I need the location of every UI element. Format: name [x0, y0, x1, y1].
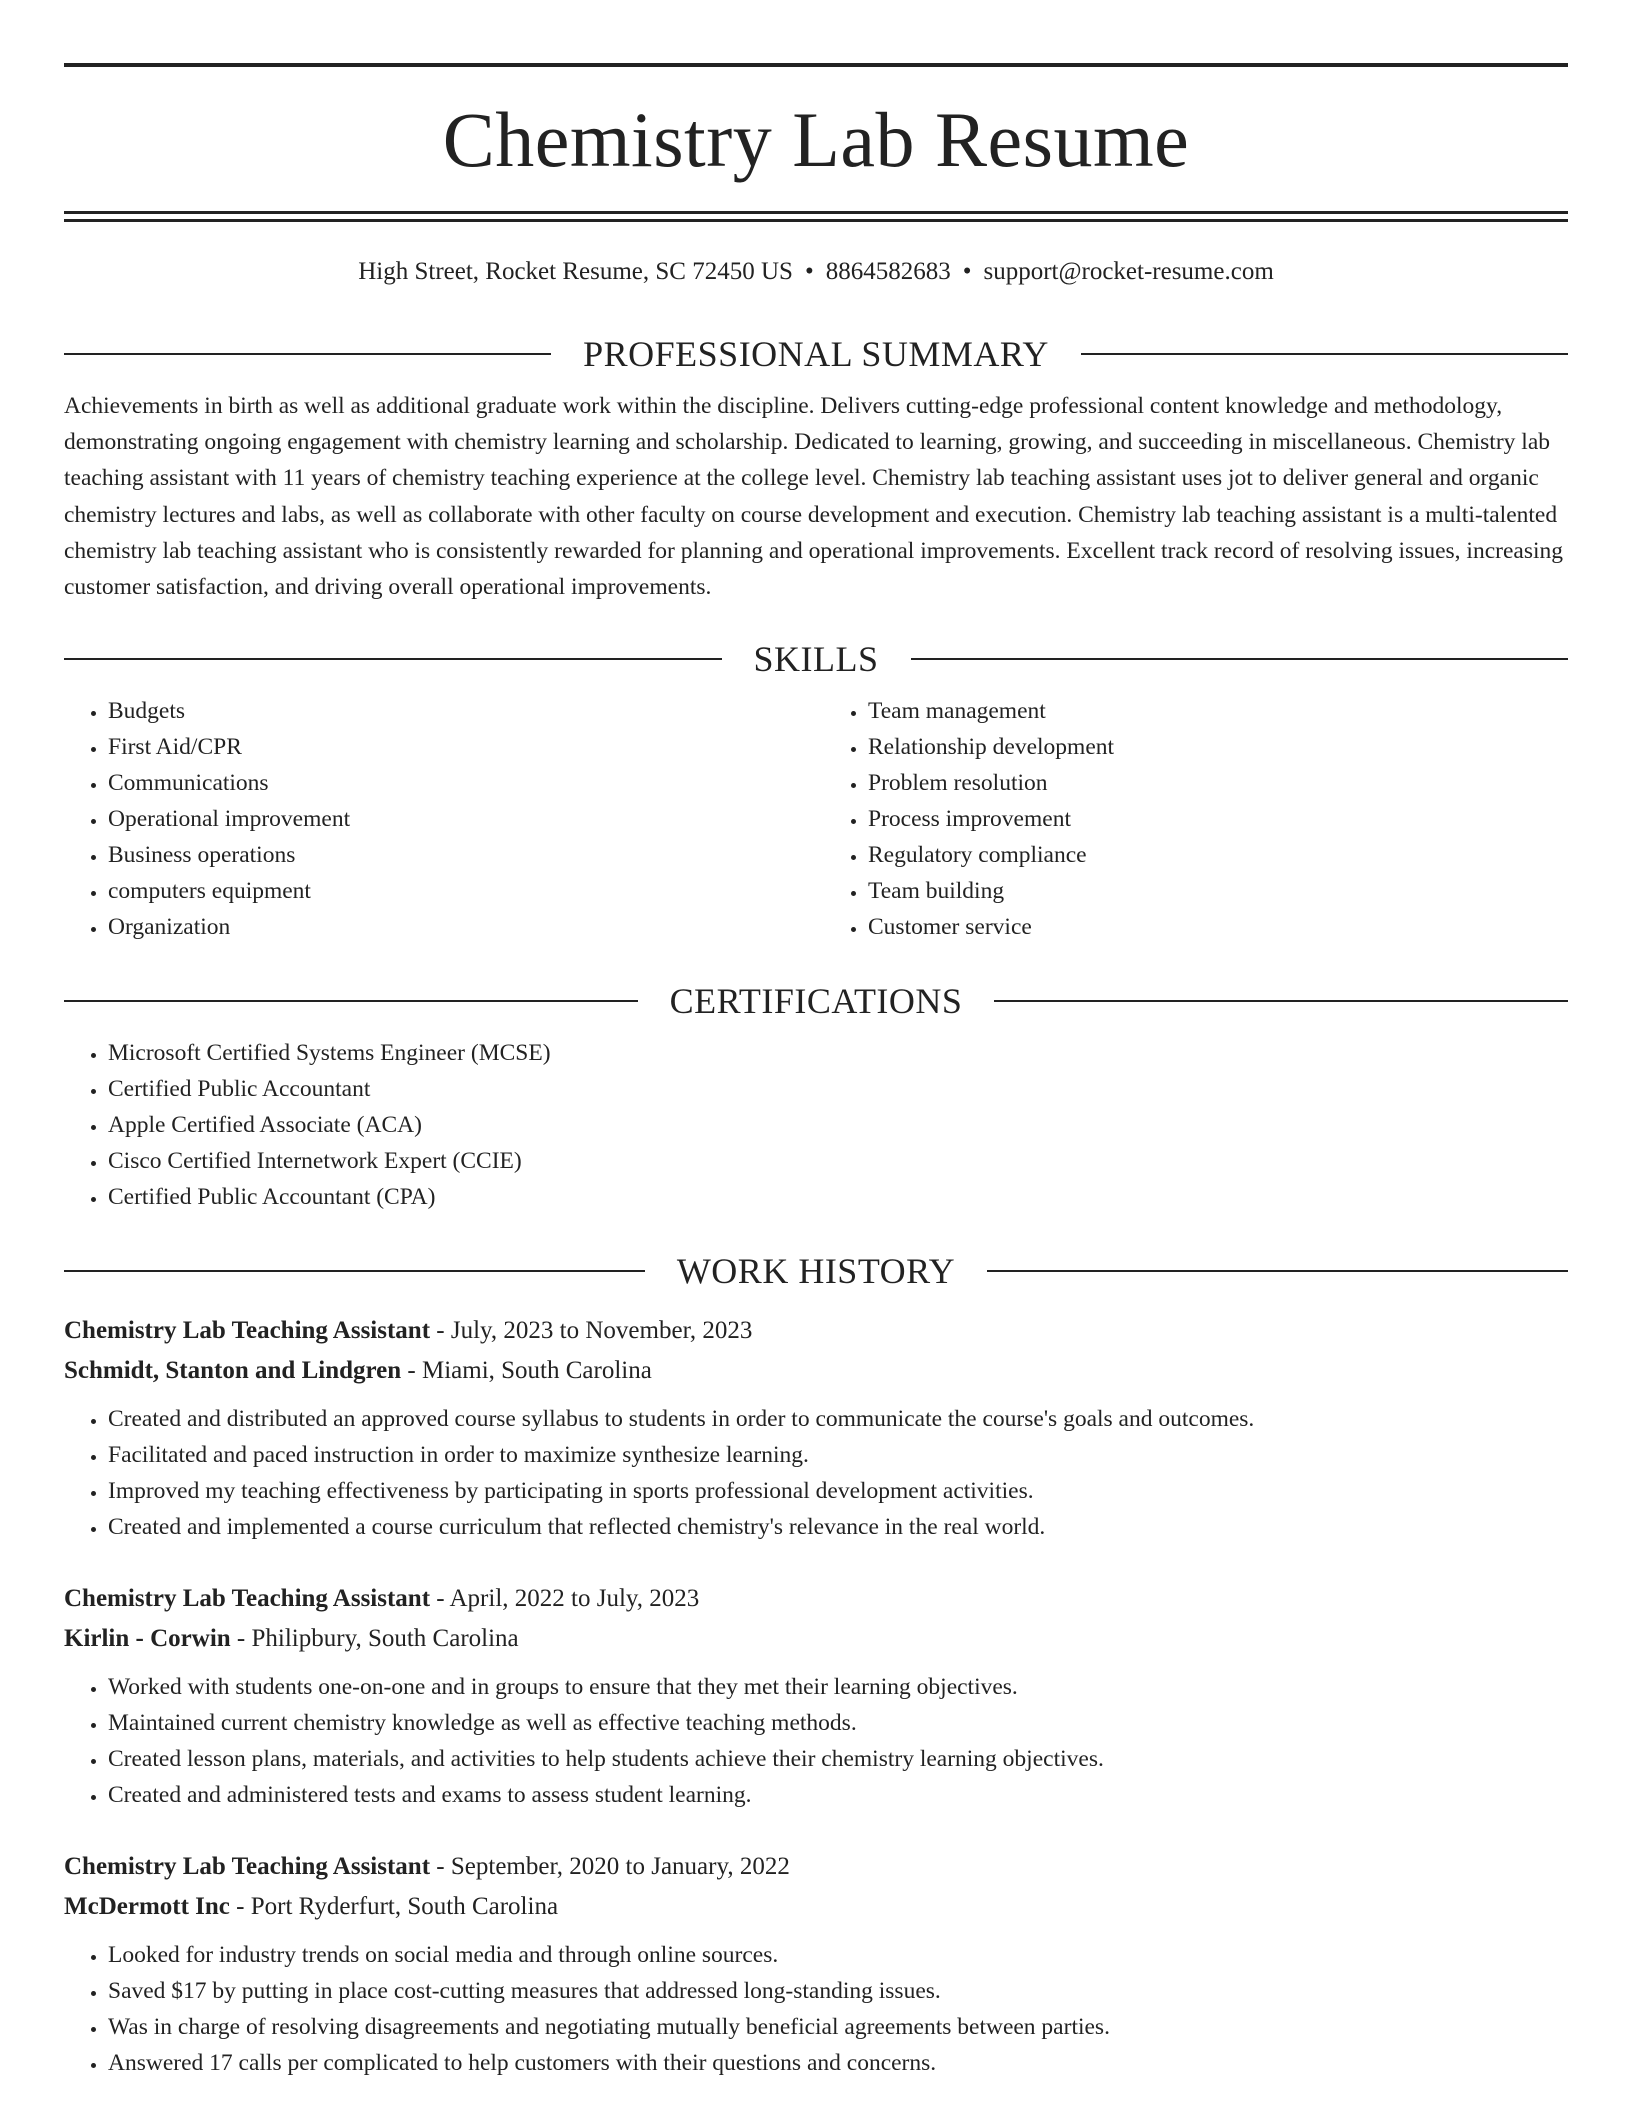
heading-rule-left — [64, 658, 722, 660]
job-title-line: Chemistry Lab Teaching Assistant - September, 2020 to January, 2022 — [64, 1853, 790, 1881]
job-dates: September, 2020 to January, 2022 — [450, 1853, 790, 1881]
contact-separator: • — [962, 258, 972, 285]
skill-item: • computers equipment — [108, 873, 816, 909]
job-bullet: • Worked with students one-on-one and in groups to ensure that they met their learning objectives. — [108, 1669, 1568, 1705]
heading-rule-right — [987, 1270, 1568, 1272]
job-bullet: • Looked for industry trends on social media and through online sources. — [108, 1937, 1568, 1973]
job-company-line: McDermott Inc - Port Ryderfurt, South Carolina — [64, 1893, 559, 1921]
job-title-line: Chemistry Lab Teaching Assistant - July, 2023 to November, 2023 — [64, 1317, 753, 1345]
job-bullet: • Created and distributed an approved course syllabus to students in order to communicate the course's goals and outcomes. — [108, 1401, 1568, 1437]
skill-item: • Budgets — [108, 693, 816, 729]
skill-item: • Organization — [108, 909, 816, 945]
certification-item: • Microsoft Certified Systems Engineer (MCSE) — [108, 1035, 1568, 1071]
job-bullets — [64, 1937, 1568, 2081]
skills-left-column — [64, 693, 816, 945]
certification-item: • Certified Public Accountant — [108, 1071, 1568, 1107]
certification-item: • Cisco Certified Internetwork Expert (CCIE) — [108, 1143, 1568, 1179]
skills-right-list — [816, 693, 1568, 945]
job-bullet: • Improved my teaching effectiveness by participating in sports professional development activities. — [108, 1473, 1568, 1509]
certifications-heading-label: CERTIFICATIONS — [669, 981, 963, 1022]
skill-item: • Customer service — [868, 909, 1568, 945]
skill-item: • Operational improvement — [108, 801, 816, 837]
work-heading-label: WORK HISTORY — [676, 1251, 956, 1292]
job-entry — [64, 1847, 1568, 2081]
contact-email: support@rocket-resume.com — [983, 258, 1274, 285]
job-location: Port Ryderfurt, South Carolina — [250, 1893, 559, 1921]
job-dates: April, 2022 to July, 2023 — [449, 1585, 700, 1613]
skills-section-heading — [64, 639, 1568, 679]
job-company: Schmidt, Stanton and Lindgren — [64, 1357, 402, 1385]
resume-page — [64, 0, 1568, 2115]
heading-rule-left — [64, 353, 551, 355]
job-title: Chemistry Lab Teaching Assistant — [64, 1317, 431, 1345]
job-title-line: Chemistry Lab Teaching Assistant - April, 2022 to July, 2023 — [64, 1585, 700, 1613]
job-bullet: • Answered 17 calls per complicated to help customers with their questions and concerns. — [108, 2045, 1568, 2081]
job-company-line: Schmidt, Stanton and Lindgren - Miami, South Carolina — [64, 1357, 652, 1385]
work-history-list — [64, 1311, 1568, 2081]
professional-summary-text: Achievements in birth as well as additional graduate work within the discipline. Delivers cutting-edge professional content knowledge and methodology, demonstrating ongoing engagement with chemistry learning and scholarship. Dedicated to learning, growing, and succeeding in miscellaneous. Chemistry lab teaching assistant with 11 years of chemistry teaching experience at the college level. Chemistry lab teaching assistant uses jot to deliver general and organic chemistry lectures and labs, as well as collaborate with other faculty on course development and execution. Chemistry lab teaching assistant is a multi-talented chemistry lab teaching assistant who is consistently rewarded for planning and operational improvements. Excellent track record of resolving issues, increasing customer satisfaction, and driving overall operational improvements. — [64, 393, 1563, 601]
skill-item: • Relationship development — [868, 729, 1568, 765]
certification-item: • Apple Certified Associate (ACA) — [108, 1107, 1568, 1143]
job-bullet: • Saved $17 by putting in place cost-cutting measures that addressed long-standing issues. — [108, 1973, 1568, 2009]
job-bullet: • Created and implemented a course curriculum that reflected chemistry's relevance in the real world. — [108, 1509, 1568, 1545]
skill-item: • Team building — [868, 873, 1568, 909]
job-bullets — [64, 1669, 1568, 1813]
heading-rule-right — [994, 1000, 1568, 1002]
job-company: Kirlin - Corwin — [64, 1625, 231, 1653]
job-title: Chemistry Lab Teaching Assistant — [64, 1585, 431, 1613]
job-company-line: Kirlin - Corwin - Philipbury, South Carolina — [64, 1625, 519, 1653]
skill-item: • Regulatory compliance — [868, 837, 1568, 873]
job-location: Philipbury, South Carolina — [251, 1625, 519, 1653]
heading-rule-left — [64, 1270, 645, 1272]
job-title: Chemistry Lab Teaching Assistant — [64, 1853, 431, 1881]
job-company: McDermott Inc — [64, 1893, 230, 1921]
job-entry — [64, 1579, 1568, 1813]
contact-line — [64, 256, 1568, 288]
skill-item: • Communications — [108, 765, 816, 801]
job-entry — [64, 1311, 1568, 1545]
job-bullet: • Was in charge of resolving disagreements and negotiating mutually beneficial agreements between parties. — [108, 2009, 1568, 2045]
skills-columns — [64, 693, 1568, 945]
job-dates: July, 2023 to November, 2023 — [450, 1317, 753, 1345]
summary-section-heading — [64, 334, 1568, 374]
contact-address: High Street, Rocket Resume, SC 72450 US — [358, 258, 793, 285]
skill-item: • Problem resolution — [868, 765, 1568, 801]
summary-heading-label: PROFESSIONAL SUMMARY — [583, 334, 1049, 374]
job-bullet: • Facilitated and paced instruction in order to maximize synthesize learning. — [108, 1437, 1568, 1473]
resume-title: Chemistry Lab Resume — [442, 96, 1190, 183]
job-bullet: • Created and administered tests and exams to assess student learning. — [108, 1777, 1568, 1813]
certifications-section-heading — [64, 981, 1568, 1021]
skills-left-list — [64, 693, 816, 945]
skill-item: • Team management — [868, 693, 1568, 729]
heading-rule-left — [64, 1000, 638, 1002]
skills-right-column — [816, 693, 1568, 945]
skills-heading-label: SKILLS — [753, 639, 879, 680]
job-bullets — [64, 1401, 1568, 1545]
contact-phone: 8864582683 — [825, 258, 951, 285]
heading-rule-right — [1081, 353, 1568, 355]
skill-item: • First Aid/CPR — [108, 729, 816, 765]
heading-rule-right — [911, 658, 1569, 660]
certification-item: • Certified Public Accountant (CPA) — [108, 1179, 1568, 1215]
job-location: Miami, South Carolina — [421, 1357, 652, 1385]
work-section-heading — [64, 1251, 1568, 1291]
skill-item: • Process improvement — [868, 801, 1568, 837]
skill-item: • Business operations — [108, 837, 816, 873]
contact-separator: • — [804, 258, 814, 285]
certifications-list — [64, 1035, 1568, 1215]
job-bullet: • Created lesson plans, materials, and activities to help students achieve their chemistry learning objectives. — [108, 1741, 1568, 1777]
title-double-rule — [64, 211, 1568, 222]
job-bullet: • Maintained current chemistry knowledge as well as effective teaching methods. — [108, 1705, 1568, 1741]
